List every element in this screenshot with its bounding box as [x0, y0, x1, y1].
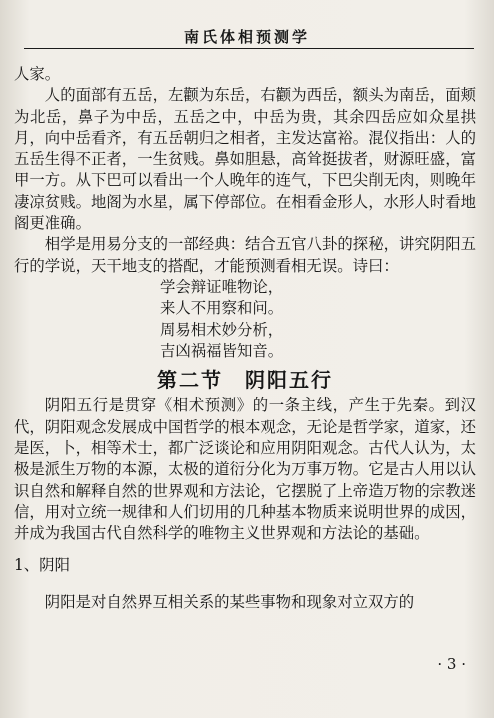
paragraph-physiognomy: 相学是用易分支的一部经典：结合五官八卦的探秘，讲究阴阳五行的学说，天干地支的搭配，才能预测看相无误。诗曰：	[14, 235, 476, 275]
paragraph-yinyang-start: 阴阳是对自然界互相关系的某些事物和现象对立双方的	[44, 592, 415, 611]
paragraph-five-peaks: 人的面部有五岳，左颧为东岳，右颧为西岳，额头为南岳，面颊为北岳，鼻子为中岳，五岳之中，中岳为贵，其余四岳应如众星拱月，向中岳看齐，有五岳朝归之相者，主发达富裕。混仪指出：人的五岳生得不正者，一生贫贱。鼻如胆悬，高耸挺拔者，财源旺盛，富甲一方。从下巴可以看出一个人晚年的连气，下巴尖削无肉，则晚年凄凉贫贱。地阁为水星，属下停部位。在相看金形人，水形人时看地阁更准确。	[14, 86, 476, 233]
page-body	[14, 64, 476, 613]
paragraph-yinyang-wuxing: 阴阳五行是贯穿《相术预测》的一条主线，产生于先秦。到汉代，阴阳观念发展成中国哲学的根本观念，无论是哲学家，道家，还是医，卜，相等术士，都广泛谈论和应用阴阳观念。古代人认为，太极是派生万物的本源，太极的道衍分化为万事万物。它是古人用以认识自然和解释自然的世界观和方法论，它摆脱了上帝造万物的宗教迷信，用对立统一规律和人们切用的几种基本物质来说明世界的成因，并成为我国古代自然科学的唯物主义世界观和方法论的基础。	[14, 396, 476, 543]
poem-line: 周易相术妙分析，	[160, 320, 284, 339]
poem-line: 来人不用察和问。	[160, 299, 284, 318]
poem-line: 学会辩证唯物论，	[160, 277, 284, 296]
poem	[160, 277, 476, 362]
continued-paragraph: 人家。	[14, 65, 61, 83]
page-number: · 3 ·	[437, 655, 466, 673]
header-rule	[24, 48, 474, 49]
section-heading: 第二节 阴阳五行	[157, 368, 333, 393]
subsection-heading: 1、阴阳	[14, 555, 70, 574]
poem-line: 吉凶祸福皆知音。	[160, 341, 284, 360]
running-header: 南氏体相预测学	[183, 28, 310, 46]
